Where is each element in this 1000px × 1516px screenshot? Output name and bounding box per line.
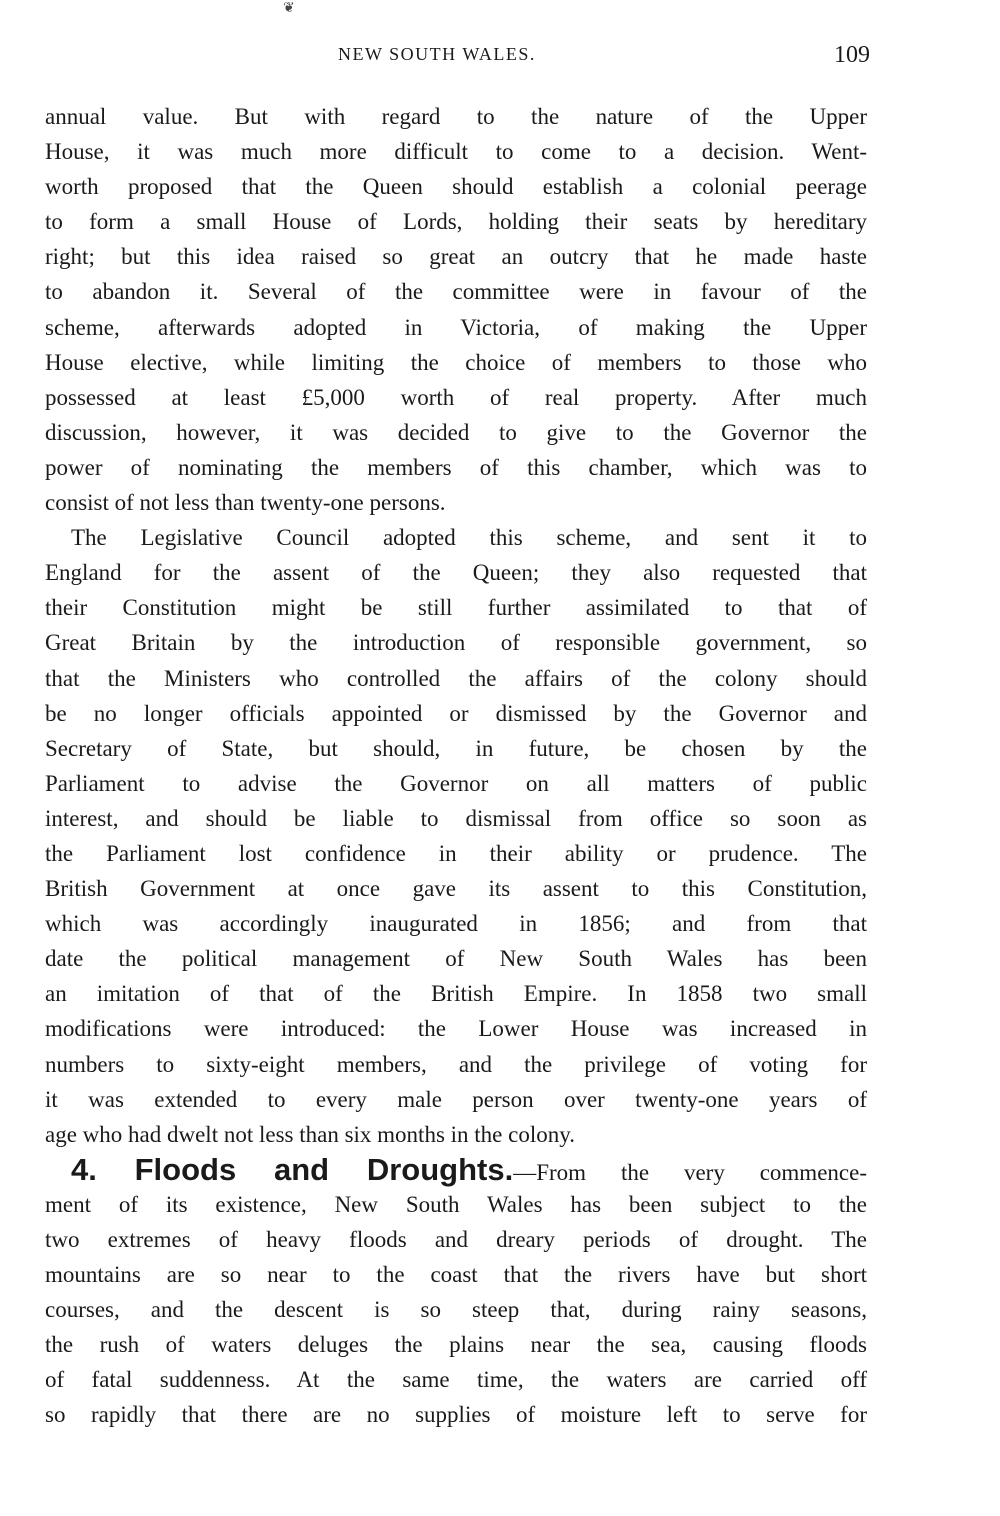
text-line: possessed at least £5,000 worth of real property. After much	[45, 384, 867, 410]
printer-ornament-icon: ❦	[283, 1, 295, 16]
text-line: their Constitution might be still further assimilated to that of	[45, 595, 867, 621]
text-line: mountains are so near to the coast that the rivers have but short	[45, 1262, 867, 1288]
text-line: so rapidly that there are no supplies of moisture left to serve for	[45, 1402, 867, 1428]
text-line: to abandon it. Several of the committee were in favour of the	[45, 279, 867, 305]
text-line: scheme, afterwards adopted in Victoria, of making the Upper	[45, 314, 867, 340]
paragraph-2	[45, 520, 867, 1152]
section-4	[45, 1152, 867, 1433]
text-line: consist of not less than twenty-one persons.	[45, 490, 446, 516]
text-line: England for the assent of the Queen; they also requested that	[45, 560, 867, 586]
text-line: of fatal suddenness. At the same time, the waters are carried off	[45, 1367, 867, 1393]
text-line: the Parliament lost confidence in their ability or prudence. The	[45, 840, 867, 866]
text-line: courses, and the descent is so steep that, during rainy seasons,	[45, 1297, 867, 1323]
text-line: it was extended to every male person over twenty-one years of	[45, 1086, 867, 1112]
running-head	[48, 40, 870, 76]
text-line: age who had dwelt not less than six months in the colony.	[45, 1121, 575, 1147]
text-line: ment of its existence, New South Wales has been subject to the	[45, 1191, 867, 1217]
text-line: modifications were introduced: the Lower House was increased in	[45, 1016, 867, 1042]
text-line: annual value. But with regard to the nature of the Upper	[45, 104, 867, 129]
text-line: Secretary of State, but should, in future, be chosen by the	[45, 735, 867, 761]
text-line: British Government at once gave its assent to this Constitution,	[45, 876, 867, 902]
text-line: to form a small House of Lords, holding their seats by hereditary	[45, 209, 867, 235]
text-line: discussion, however, it was decided to give to the Governor the	[45, 419, 867, 445]
text-line: right; but this idea raised so great an outcry that he made haste	[45, 244, 867, 270]
text-line: worth proposed that the Queen should establish a colonial peerage	[45, 174, 867, 200]
text-line: numbers to sixty-eight members, and the privilege of voting for	[45, 1051, 867, 1077]
paragraph-1	[45, 99, 867, 520]
text-line: Parliament to advise the Governor on all matters of public	[45, 770, 867, 796]
text-line: House elective, while limiting the choice of members to those who	[45, 349, 867, 375]
running-title: NEW SOUTH WALES.	[338, 44, 536, 64]
page-number: 109	[834, 42, 870, 68]
section-dash: —	[513, 1159, 537, 1185]
text-line: two extremes of heavy floods and dreary periods of drought. The	[45, 1227, 867, 1252]
section-heading: 4. Floods and Droughts.	[71, 1151, 514, 1187]
text-line: the rush of waters deluges the plains near the sea, causing floods	[45, 1332, 867, 1358]
section-first-line	[45, 1152, 867, 1187]
text-line: The Legislative Council adopted this scheme, and sent it to	[71, 525, 867, 551]
section-first-line-text: From the very commence-	[536, 1159, 867, 1185]
text-line: Great Britain by the introduction of responsible government, so	[45, 630, 867, 656]
text-line: an imitation of that of the British Empire. In 1858 two small	[45, 981, 867, 1007]
text-line: House, it was much more difficult to come to a decision. Went-	[45, 139, 867, 165]
text-line: which was accordingly inaugurated in 1856; and from that	[45, 911, 867, 937]
body-text	[45, 99, 867, 1433]
text-line: that the Ministers who controlled the affairs of the colony should	[45, 665, 867, 691]
text-line: interest, and should be liable to dismissal from office so soon as	[45, 805, 867, 831]
text-line: power of nominating the members of this chamber, which was to	[45, 454, 867, 480]
text-line: be no longer officials appointed or dismissed by the Governor and	[45, 700, 867, 726]
text-line: date the political management of New South Wales has been	[45, 946, 867, 972]
